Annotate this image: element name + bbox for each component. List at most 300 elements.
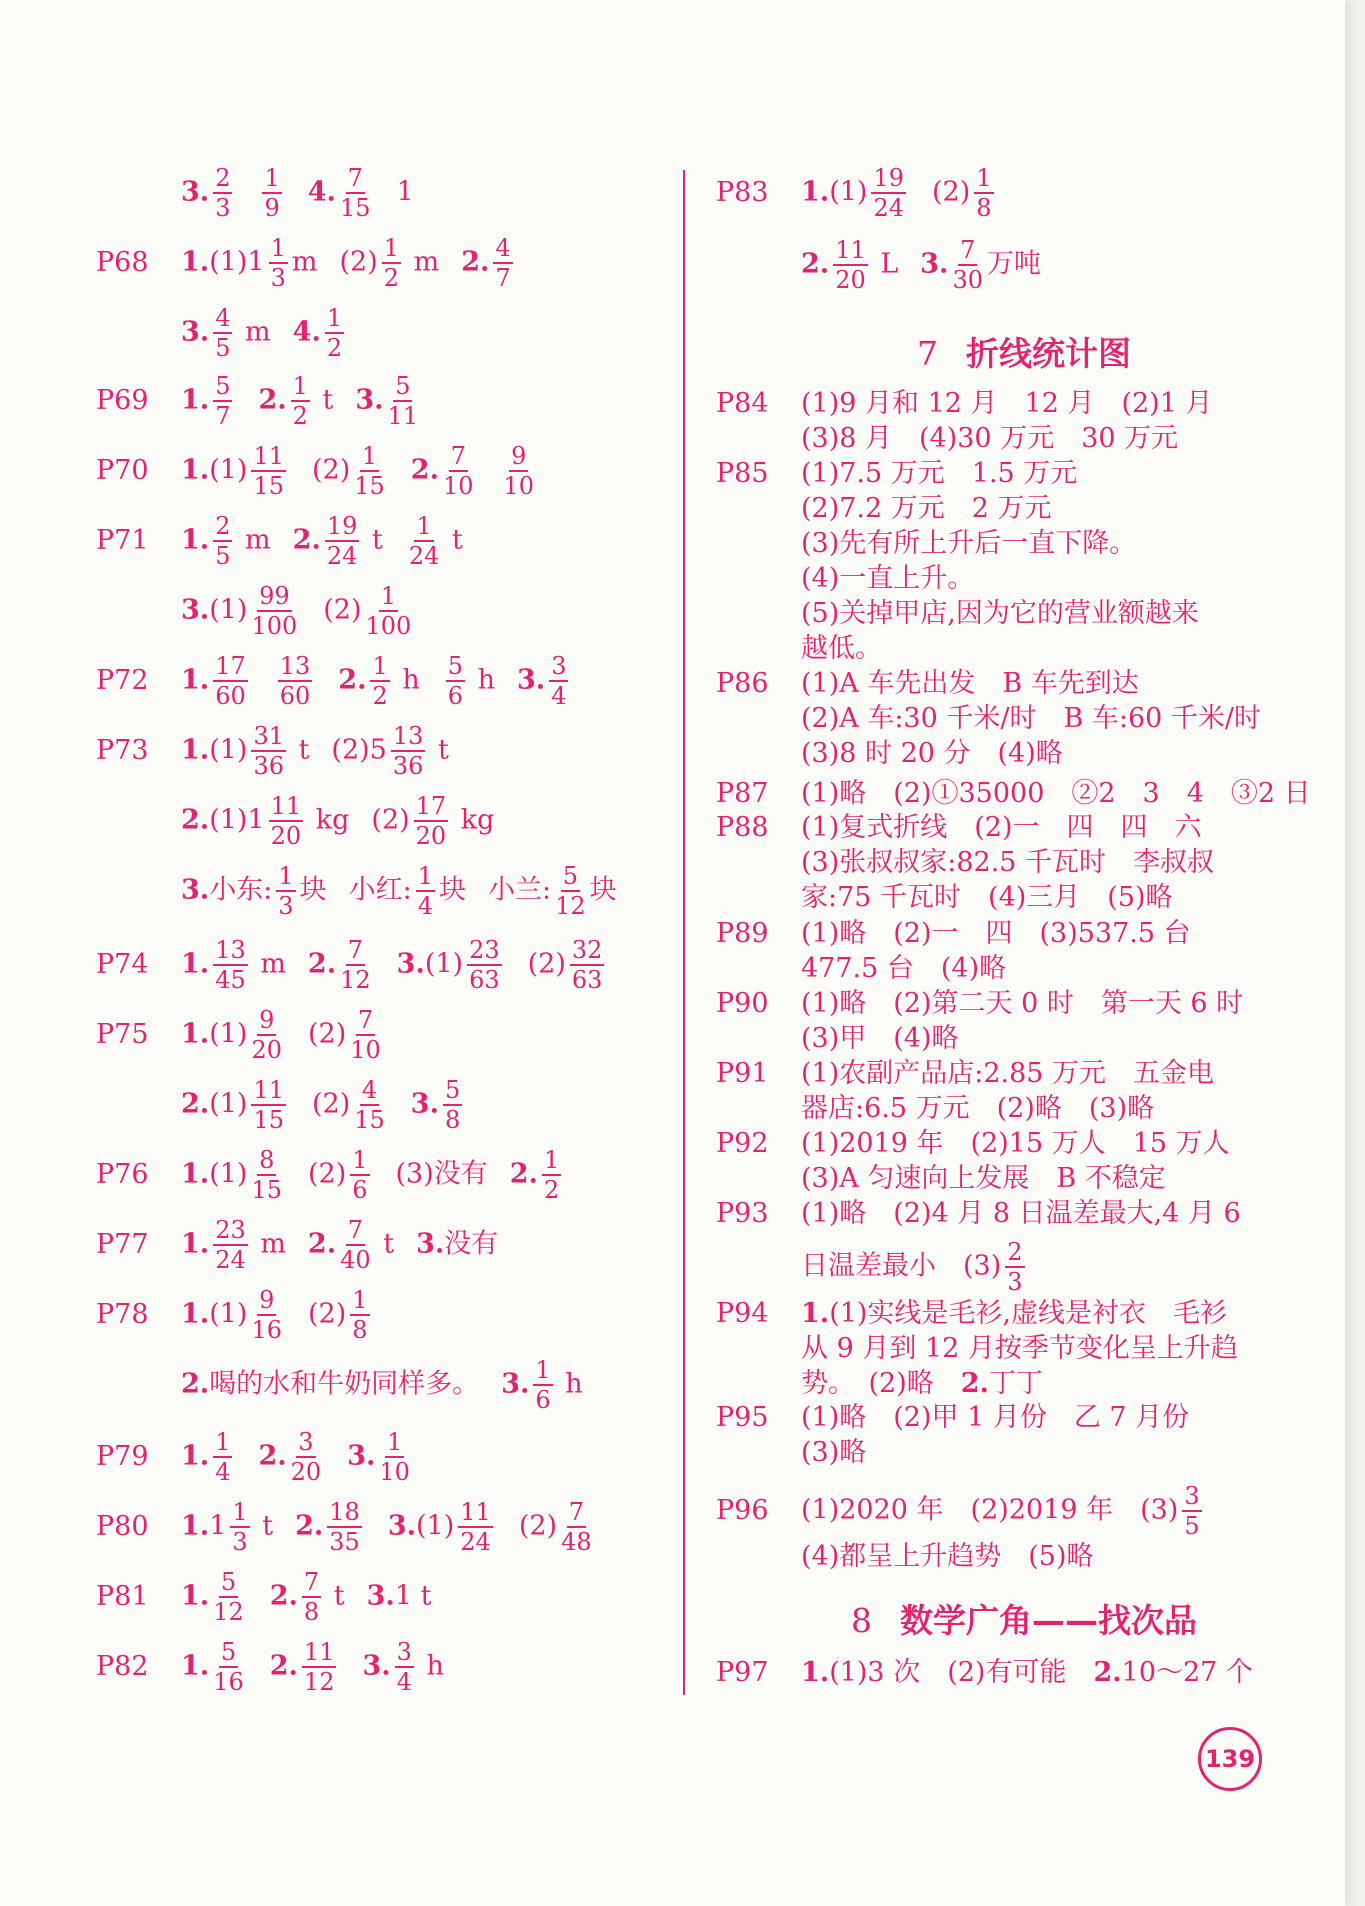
question-number: 3. xyxy=(347,1440,376,1472)
answer-line xyxy=(801,1366,1238,1401)
answer-text: (1)1 xyxy=(209,246,265,278)
answer-line: (3)8 时 20 分 (4)略 xyxy=(801,738,1063,769)
page-ref: P69 xyxy=(96,384,149,416)
page-ref: P96 xyxy=(716,1494,769,1526)
answer-text: (2) xyxy=(307,1298,347,1330)
denominator: 12 xyxy=(303,1668,335,1696)
denominator: 10 xyxy=(379,1458,410,1486)
denominator: 3 xyxy=(278,892,294,920)
numerator: 3 xyxy=(1184,1482,1200,1510)
answer-line: (3)甲 (4)略 xyxy=(801,1023,959,1054)
answer-line: 家:75 千瓦时 (4)三月 (5)略 xyxy=(801,882,1173,913)
section-7-title xyxy=(683,328,1365,375)
answer-row xyxy=(96,1430,414,1484)
numerator: 31 xyxy=(253,722,284,750)
numerator: 1 xyxy=(352,1286,368,1314)
question-number: 3. xyxy=(396,948,425,980)
denominator: 24 xyxy=(873,194,904,222)
denominator: 15 xyxy=(339,194,371,222)
fraction xyxy=(213,1430,232,1484)
answer-row xyxy=(96,654,572,708)
numerator: 5 xyxy=(215,372,231,400)
denominator: 60 xyxy=(279,682,311,710)
question-number: 2. xyxy=(307,1228,337,1260)
fraction xyxy=(379,1430,410,1484)
answer-text: t xyxy=(325,1580,345,1612)
answer-text: (2) xyxy=(931,176,971,208)
answer-line: (2)7.2 万元 2 万元 xyxy=(801,493,1052,524)
numerator: 9 xyxy=(259,1006,275,1034)
numerator: 5 xyxy=(220,1568,237,1596)
numerator: 1 xyxy=(416,512,432,540)
denominator: 35 xyxy=(329,1528,360,1556)
page-ref: P79 xyxy=(96,1440,149,1472)
answer-text: (2) xyxy=(311,454,351,486)
denominator: 100 xyxy=(365,612,412,640)
fraction xyxy=(325,514,360,568)
answer-row xyxy=(96,794,494,848)
page-ref: P87 xyxy=(716,778,769,809)
page-ref: P68 xyxy=(96,246,149,278)
answer-text: (2) xyxy=(527,948,566,980)
answer-text: 没有 xyxy=(444,1228,499,1260)
fraction xyxy=(350,1288,369,1342)
answer-text: 势。 (2)略 xyxy=(801,1368,961,1399)
fraction xyxy=(414,794,449,848)
answer-text: (1) xyxy=(209,1298,248,1330)
page-ref: P73 xyxy=(96,734,149,766)
answer-text: (2) xyxy=(371,804,410,836)
page-ref: P92 xyxy=(716,1128,769,1159)
question-number: 2. xyxy=(269,1580,298,1612)
denominator: 24 xyxy=(408,542,440,570)
answer-line: (3)8 月 (4)30 万元 30 万元 xyxy=(801,423,1179,454)
fraction xyxy=(213,1218,248,1272)
question-number: 2. xyxy=(181,804,210,836)
answer-line: (1)略 (2)①35000 ②2 3 4 ③2 日 xyxy=(801,778,1311,809)
question-number: 1. xyxy=(181,1158,210,1190)
answer-text: 1 xyxy=(209,1510,227,1542)
answer-row xyxy=(801,1240,1029,1294)
answer-row xyxy=(716,1656,1253,1690)
fraction xyxy=(542,1148,561,1202)
section-title-text: 折线统计图 xyxy=(966,334,1131,373)
answer-line: 477.5 台 (4)略 xyxy=(801,953,1007,984)
page-ref: P78 xyxy=(96,1298,149,1330)
answer-text: t xyxy=(313,384,334,416)
question-number: 2. xyxy=(307,948,337,980)
answer-line xyxy=(801,1331,1238,1366)
denominator: 8 xyxy=(444,1106,461,1134)
fraction xyxy=(493,236,512,290)
answer-row xyxy=(96,236,517,290)
denominator: 11 xyxy=(387,402,419,430)
answer-block xyxy=(716,1196,1241,1231)
numerator: 7 xyxy=(568,1498,584,1526)
answer-text: (2) xyxy=(323,594,362,626)
question-number: 2. xyxy=(181,1088,210,1120)
fraction xyxy=(446,654,465,708)
denominator: 24 xyxy=(326,542,358,570)
answer-line: (1)略 (2)第二天 0 时 第一天 6 时 xyxy=(801,988,1244,1019)
question-number: 1. xyxy=(181,1650,210,1682)
denominator: 4 xyxy=(396,1668,412,1696)
answer-text: m xyxy=(251,1228,286,1260)
answer-text: 小红: xyxy=(348,874,412,906)
numerator: 9 xyxy=(511,442,527,470)
page-ref: P72 xyxy=(96,664,149,696)
answer-text: (1) xyxy=(209,1018,248,1050)
question-number: 1. xyxy=(181,384,210,416)
denominator: 3 xyxy=(215,194,231,222)
question-number: 3. xyxy=(181,316,210,348)
answer-text: 万吨 xyxy=(986,248,1041,280)
page-ref: P74 xyxy=(96,948,149,980)
answer-line: (4)一直上升。 xyxy=(801,563,975,594)
numerator: 5 xyxy=(220,1638,237,1666)
denominator: 8 xyxy=(303,1598,320,1626)
answer-text: (1) xyxy=(209,1088,248,1120)
question-number: 3. xyxy=(355,384,384,416)
fraction xyxy=(230,1500,249,1554)
answer-row xyxy=(96,374,422,428)
answer-text: 1 xyxy=(396,176,414,208)
fraction xyxy=(350,1008,381,1062)
denominator: 15 xyxy=(253,472,284,500)
numerator: 1 xyxy=(278,862,294,890)
answer-text: 小兰: xyxy=(487,874,552,906)
page-ref: P75 xyxy=(96,1018,149,1050)
denominator: 16 xyxy=(251,1316,282,1344)
answer-text: (2) xyxy=(307,1158,347,1190)
page-ref: P91 xyxy=(716,1058,769,1089)
answer-block xyxy=(716,666,1261,771)
denominator: 5 xyxy=(215,542,231,570)
question-number: 3. xyxy=(362,1650,391,1682)
fraction xyxy=(291,1430,322,1484)
denominator: 16 xyxy=(213,1668,244,1696)
fraction xyxy=(443,444,474,498)
denominator: 3 xyxy=(270,264,286,292)
fraction xyxy=(871,166,906,220)
fraction xyxy=(213,654,248,708)
answer-text: (1)1 xyxy=(209,804,265,836)
answer-block xyxy=(716,916,1191,986)
question-number: 2. xyxy=(338,664,367,696)
numerator: 1 xyxy=(372,652,388,680)
answer-text: t xyxy=(253,1510,274,1542)
answer-text: m xyxy=(251,948,286,980)
fraction xyxy=(974,166,993,220)
question-number: 2. xyxy=(258,384,287,416)
page-ref: P83 xyxy=(716,176,769,208)
numerator: 5 xyxy=(395,372,411,400)
denominator: 10 xyxy=(442,472,474,500)
question-number: 3. xyxy=(366,1580,395,1612)
numerator: 4 xyxy=(361,1076,378,1104)
fraction xyxy=(561,1500,592,1554)
question-number: 2. xyxy=(509,1158,538,1190)
question-number: 2. xyxy=(461,246,490,278)
answer-text: h xyxy=(417,1650,444,1682)
answer-text: (1)3 次 (2)有可能 xyxy=(829,1657,1094,1688)
numerator: 11 xyxy=(270,792,302,820)
fraction xyxy=(269,236,288,290)
fraction xyxy=(409,514,440,568)
denominator: 10 xyxy=(350,1036,381,1064)
fraction xyxy=(213,306,232,360)
answer-line: (1)略 (2)一 四 (3)537.5 台 xyxy=(801,918,1191,949)
denominator: 5 xyxy=(1184,1512,1200,1540)
page-ref: P89 xyxy=(716,918,769,949)
answer-row xyxy=(96,1500,596,1554)
fraction xyxy=(251,1148,282,1202)
question-number: 3. xyxy=(181,594,210,626)
answer-text: m xyxy=(291,246,318,278)
answer-block xyxy=(716,986,1243,1056)
fraction xyxy=(1182,1484,1201,1538)
fraction xyxy=(382,236,401,290)
page-ref: P94 xyxy=(716,1298,769,1329)
answer-text: (3)没有 xyxy=(395,1158,488,1190)
answer-line: (1)复式折线 (2)一 四 四 六 xyxy=(801,812,1202,843)
numerator: 1 xyxy=(292,372,308,400)
denominator: 30 xyxy=(952,266,983,294)
question-number: 4. xyxy=(292,316,321,348)
numerator: 1 xyxy=(543,1146,560,1174)
numerator: 7 xyxy=(303,1568,320,1596)
numerator: 2 xyxy=(215,164,231,192)
denominator: 3 xyxy=(232,1528,248,1556)
answer-block xyxy=(716,1296,1238,1401)
fraction xyxy=(340,1218,371,1272)
numerator: 13 xyxy=(215,936,246,964)
fraction xyxy=(504,444,535,498)
answer-row xyxy=(96,1288,374,1342)
question-number: 4. xyxy=(307,176,336,208)
question-number: 3. xyxy=(517,664,546,696)
fraction xyxy=(269,794,304,848)
fraction xyxy=(251,1078,286,1132)
question-number: 2. xyxy=(181,1368,210,1400)
page-ref: P76 xyxy=(96,1158,149,1190)
question-number: 3. xyxy=(501,1368,530,1400)
numerator: 5 xyxy=(444,1076,461,1104)
answer-lines xyxy=(801,1196,1241,1231)
fraction xyxy=(340,166,371,220)
answer-text: t xyxy=(429,734,449,766)
numerator: 1 xyxy=(352,1146,368,1174)
numerator: 7 xyxy=(347,164,363,192)
numerator: 5 xyxy=(447,652,464,680)
numerator: 3 xyxy=(298,1428,314,1456)
answer-line xyxy=(801,1296,1238,1331)
answer-block xyxy=(716,386,1212,456)
question-number: 1. xyxy=(801,1298,830,1329)
numerator: 5 xyxy=(562,862,578,890)
question-number: 2. xyxy=(960,1368,989,1399)
fraction xyxy=(458,1500,493,1554)
answer-text: 从 9 月到 12 月按季节变化呈上升趋 xyxy=(801,1333,1238,1364)
fraction xyxy=(213,1570,244,1624)
denominator: 20 xyxy=(415,822,447,850)
denominator: 24 xyxy=(215,1246,246,1274)
answer-text: 1 t xyxy=(394,1580,432,1612)
denominator: 24 xyxy=(460,1528,491,1556)
numerator: 7 xyxy=(450,442,466,470)
answer-text: 10～27 个 xyxy=(1121,1657,1253,1688)
denominator: 100 xyxy=(251,612,298,640)
numerator: 7 xyxy=(357,1006,374,1034)
question-number: 2. xyxy=(258,1440,287,1472)
numerator: 7 xyxy=(347,1216,364,1244)
question-number: 1. xyxy=(181,734,210,766)
numerator: 11 xyxy=(253,442,284,470)
denominator: 36 xyxy=(253,752,284,780)
answer-row xyxy=(96,1218,498,1272)
answer-block xyxy=(716,1056,1214,1126)
question-number: 1. xyxy=(181,1580,210,1612)
denominator: 2 xyxy=(543,1176,560,1204)
numerator: 23 xyxy=(215,1216,246,1244)
answer-text: h xyxy=(393,664,420,696)
question-number: 3. xyxy=(181,874,210,906)
answer-row xyxy=(96,864,617,918)
answer-line: 器店:6.5 万元 (2)略 (3)略 xyxy=(801,1093,1155,1124)
denominator: 4 xyxy=(215,1458,231,1486)
answer-text: (2)5 xyxy=(331,734,387,766)
numerator: 1 xyxy=(976,164,992,192)
section-8-title xyxy=(683,1595,1365,1642)
denominator: 6 xyxy=(535,1386,551,1414)
numerator: 19 xyxy=(873,164,904,192)
numerator: 4 xyxy=(495,234,511,262)
page-ref: P81 xyxy=(96,1580,149,1612)
numerator: 3 xyxy=(396,1638,412,1666)
answer-text: (1) xyxy=(209,594,248,626)
page-ref: P95 xyxy=(716,1402,769,1433)
answer-block xyxy=(716,776,1311,811)
denominator: 2 xyxy=(372,682,388,710)
fraction xyxy=(251,1008,282,1062)
answer-text: h xyxy=(556,1368,583,1400)
denominator: 63 xyxy=(469,966,500,994)
denominator: 4 xyxy=(551,682,567,710)
answer-text: (4)都呈上升趋势 (5)略 xyxy=(801,1541,1094,1572)
numerator: 1 xyxy=(232,1498,248,1526)
answer-line: (1)略 (2)4 月 8 日温差最大,4 月 6 xyxy=(801,1198,1241,1229)
denominator: 2 xyxy=(292,402,308,430)
page-ref: P90 xyxy=(716,988,769,1019)
denominator: 6 xyxy=(447,682,464,710)
answer-lines xyxy=(801,456,1199,666)
answer-row xyxy=(96,1570,431,1624)
answer-text: (1)2020 年 (2)2019 年 (3) xyxy=(801,1494,1179,1526)
fraction xyxy=(213,166,232,220)
question-number: 3. xyxy=(410,1088,439,1120)
numerator: 2 xyxy=(215,512,231,540)
fraction xyxy=(366,584,412,638)
fraction xyxy=(391,724,426,778)
answer-lines xyxy=(801,1400,1189,1470)
fraction xyxy=(833,238,868,292)
numerator: 17 xyxy=(415,792,447,820)
answer-text: kg xyxy=(307,804,350,836)
question-number: 2. xyxy=(269,1650,298,1682)
numerator: 7 xyxy=(347,936,364,964)
answer-text: 丁丁 xyxy=(988,1368,1043,1399)
question-number: 1. xyxy=(181,1018,210,1050)
fraction xyxy=(302,1570,321,1624)
page-ref: P71 xyxy=(96,524,149,556)
answer-block xyxy=(716,456,1199,666)
numerator: 13 xyxy=(392,722,424,750)
denominator: 20 xyxy=(251,1036,282,1064)
answer-block xyxy=(716,1400,1189,1470)
column-divider xyxy=(683,170,685,1695)
answer-line: (1)农副产品店:2.85 万元 五金电 xyxy=(801,1058,1215,1089)
question-number: 2. xyxy=(292,524,321,556)
numerator: 1 xyxy=(270,234,286,262)
answer-text: t xyxy=(289,734,310,766)
numerator: 9 xyxy=(259,1286,275,1314)
fraction xyxy=(350,1148,369,1202)
page-ref: P88 xyxy=(716,812,769,843)
question-number: 1. xyxy=(181,1228,210,1260)
section-title-text: 数学广角——找次品 xyxy=(900,1601,1197,1640)
answer-lines xyxy=(801,810,1214,915)
answer-line: (1)A 车先出发 B 车先到达 xyxy=(801,668,1139,699)
numerator: 17 xyxy=(215,652,246,680)
answer-text: 块 xyxy=(299,874,327,906)
answer-text: L xyxy=(871,248,899,280)
fraction xyxy=(262,166,281,220)
answer-row xyxy=(96,1008,385,1062)
fraction xyxy=(570,938,605,992)
fraction xyxy=(533,1358,552,1412)
numerator: 7 xyxy=(960,236,976,264)
fraction xyxy=(952,238,983,292)
answer-lines xyxy=(801,1296,1238,1401)
answer-line: 越低。 xyxy=(801,633,882,664)
answer-text: (1) xyxy=(209,454,248,486)
numerator: 1 xyxy=(326,304,343,332)
denominator: 36 xyxy=(392,752,424,780)
denominator: 12 xyxy=(340,966,371,994)
denominator: 60 xyxy=(215,682,246,710)
denominator: 20 xyxy=(270,822,302,850)
answer-line: (3)略 xyxy=(801,1437,867,1468)
denominator: 12 xyxy=(555,892,586,920)
answer-row xyxy=(96,1148,565,1202)
denominator: 9 xyxy=(264,194,280,222)
answer-lines xyxy=(801,1056,1214,1126)
fraction xyxy=(340,938,371,992)
question-number: 3. xyxy=(181,176,210,208)
fraction xyxy=(213,514,232,568)
question-number: 1. xyxy=(181,524,210,556)
fraction xyxy=(213,374,232,428)
fraction xyxy=(213,938,248,992)
numerator: 11 xyxy=(303,1638,335,1666)
answer-text: t xyxy=(363,524,383,556)
fraction xyxy=(325,306,344,360)
question-number: 1. xyxy=(181,454,210,486)
numerator: 11 xyxy=(460,1498,491,1526)
question-number: 1. xyxy=(181,246,210,278)
answer-text: (2) xyxy=(307,1018,347,1050)
fraction xyxy=(467,938,502,992)
